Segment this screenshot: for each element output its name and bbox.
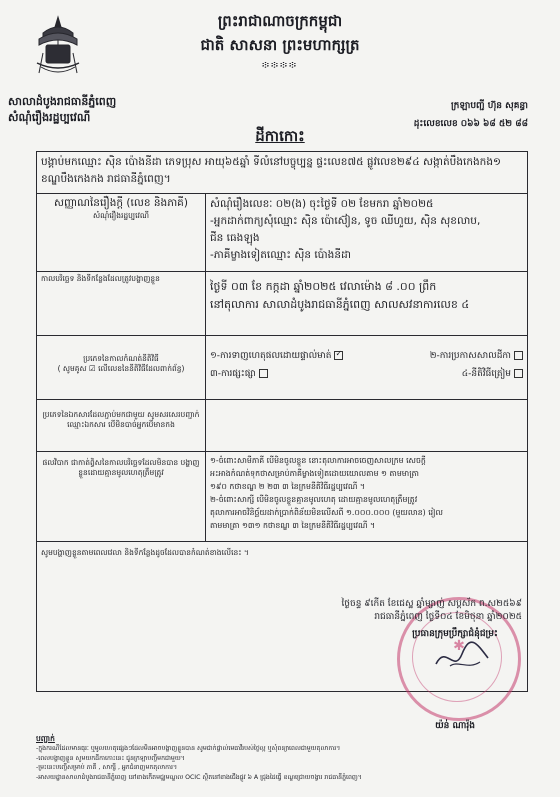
option-oral-argument[interactable]: ១-ការទាញហេតុផលដោយផ្ទាល់មាត់✓ [210, 350, 343, 362]
clerk-label: ក្រឡាបញ្ជី ហ៊ុន សុគន្ធា [450, 101, 528, 111]
footer-note: -ក្នុងករណីដែលមានធុរៈ ឬមូលហេតុផ្សេងៗដែលមិនអាចបង្ហាញខ្លួនបាន សូមជាក់ផ្ទាល់មេធាវីរបស់ថ្លៃល្អ ឬសុំពន្យាពេលជាមួយតុលាការ។ [36, 745, 341, 752]
office-name: សំណុំរឿងរដ្ឋប្បវេណី [8, 111, 91, 124]
option-preparatory-procedure[interactable]: ៤-នីតិវិធីត្រៀម [462, 368, 523, 380]
header-ornament: ፨፨፨፨ [261, 60, 299, 71]
date-place-label: កាលបរិច្ឆេទ និងទីកន្លែងដែលត្រូវបង្ហាញខ្លួន [37, 272, 206, 336]
consequence-witness-1: ២-ចំពោះសាក្សី បើមិនចូលខ្លួនគ្មានមូលហេតុ ដោយគ្មានមូលហេតុត្រឹមត្រូវ [210, 495, 418, 504]
footer-heading: បញ្ជាក់ [36, 734, 55, 743]
consequences-label: ផលវិបាក ជាកាត់ព្វិសនៃកាលបរិច្ឆេទដែលមិនបាន បង្ហាញខ្លួនដោយគ្មានមូលហេតុត្រឹមត្រូវ [37, 452, 206, 542]
case-identification-sublabel: សំណុំរឿងរដ្ឋប្បវេណី [92, 211, 150, 220]
procedure-type-label: ប្រភេទនៃកាលកំណត់នីតិវិធី [83, 354, 159, 363]
option-judgment-announcement[interactable]: ២-ការប្រកាសសាលដីកា [430, 350, 523, 362]
consequence-witness-2: តុលាការអាចវិនិច្ឆ័យដាក់ប្រាក់ពិន័យមិនលើសពី ១.០០០.០០០ (មួយលាន) រៀល [210, 508, 443, 517]
footer-note: -ពេលបង្ហាញខ្លួន សូមយកដីកាកោះនេះ ជូនក្រឡាបញ្ជីមកជាមួយ។ [36, 754, 185, 762]
consequence-party-1: ១-ចំពោះសាមីភាគី បើមិនចូលខ្លួន នោះតុលាការអាចចេញសាលក្រម សេចក្តី [210, 456, 426, 465]
signer-name: យ៉ន់ ណារ៉ុង [435, 721, 475, 731]
case-number-line: សំណុំរឿងលេខៈ ០២(ង) ចុះថ្ងៃទី ០២ ខែមករា ឆ្នាំ២០២៥ [210, 198, 434, 210]
hearing-location: នៅតុលាការ សាលាដំបូងរាជធានីភ្នំពេញ សាលសវនាការលេខ ៤ [210, 298, 470, 311]
attached-documents-value [206, 400, 528, 452]
court-name: សាលាដំបូងរាជធានីភ្នំពេញ [8, 95, 117, 108]
footer-note: -អាសយដ្ឋានសាលាដំបូងរាជធានីភ្នំពេញ នៅខាងកើតមជ្ឈមណ្ឌល OCIC ស្ថិតនៅខាងជើងផ្លូវ ៦ A ជ្រុងដៃធ្វើ ខណ្ឌជ្រោយចង្វារ រាជធានីភ្នំពេញ។ [36, 773, 362, 781]
case-identification-label: សញ្ញាណនៃរឿងក្តី (លេខ និងភាគី) [54, 197, 188, 209]
plaintiff-line-cont: ជីន ធេងឡុង [210, 232, 260, 244]
signing-place-date: រាជធានីភ្នំពេញ ថ្ងៃទី០៤ ខែមិថុនា ឆ្នាំ២០២៥ [374, 612, 522, 622]
summons-recipient: បង្គាប់មកឈ្មោះ ស៊ិន ប៉ោងនីដា ភេទប្រុស អាយុ៦៥ឆ្នាំ ទីលំនៅបច្ចុប្បន្ន ផ្ទះលេខ៧៥ ផ្លូវលេខ២៩៤ សង្កាត់បឹងកេងកង១ ខណ្ឌបឹងកេងកង រាជធានីភ្នំពេញ។ [37, 152, 528, 194]
consequence-party-2: អះអាងកំណត់ទុកថាសម្រាប់ភាគីម្ខាងទៀតដោយយោលតាម ១ តាមមាត្រា [210, 469, 419, 478]
appearance-note: សូមបង្ហាញខ្លួនតាមពេលវេលា និងទីកន្លែងដូចដែលបានកំណត់ខាងលើនេះ ។ [37, 542, 528, 692]
signer-role: ប្រធានក្រុមប្រឹក្សាជំនុំជម្រះ [412, 629, 498, 639]
court-seal-stamp: ✱ [397, 597, 521, 721]
consequence-witness-3: តាមមាត្រា ១៣១ កថាខណ្ឌ ៣ នៃក្រមនីតិវិធីរដ្ឋប្បវេណី ។ [210, 521, 376, 530]
defendant-line: -ភាគីម្ខាងទៀតឈ្មោះ ស៊ិន ប៉ោងនីដា [210, 249, 351, 261]
footer-notes [36, 744, 528, 782]
document-title: ដីកាកោះ [255, 127, 305, 145]
attached-documents-label: ប្រភេទនៃឯកសារដែលភ្ជាប់មកជាមួយ សូមសរសេរបញ្ជាក់ឈ្មោះឯកសារ បើមិនបាច់អ្នកបើមានកង [37, 400, 206, 452]
hearing-datetime: ថ្ងៃទី ០៣ ខែ កក្កដា ឆ្នាំ២០២៥ វេលាម៉ោង ៨ .០០ ព្រឹក [210, 280, 437, 293]
procedure-type-sublabel: ( សូមគូស ☑ លើលេខនៃនីតិវិធីដែលពាក់ព័ន្ធ) [57, 364, 185, 373]
checkbox-icon[interactable] [514, 351, 523, 360]
checkbox-icon[interactable] [259, 369, 268, 378]
kingdom-title: ព្រះរាជាណាចក្រកម្ពុជា [217, 12, 343, 30]
document-number: ដុះលេខលេខ ០៦៦ ៦៨ ៥២ ៨៨ [413, 119, 528, 129]
option-conciliation[interactable]: ៣-ការផ្សះផ្សា [210, 368, 268, 380]
checkbox-icon[interactable] [514, 369, 523, 378]
lunar-date: ថ្ងៃចន្ទ ៩កើត ខែជេស្ឋ ឆ្នាំម្សាញ់ សប្តស័ក ព.ស២៥៦៩ [341, 599, 522, 609]
royal-emblem-icon [33, 13, 83, 87]
footer-note: -ម្រះនេះបញ្ជើសម្រាប់ ភាគី , សាក្សី , អ្នកជំនាញមកតុលាការ។ [36, 764, 178, 771]
consequence-party-3: ១៩០ កថាខណ្ឌ ២ ២៣ ៣ នៃក្រមនីតិវិធីរដ្ឋប្បវេណី ។ [210, 482, 366, 491]
handwritten-signature [432, 636, 492, 676]
national-motto: ជាតិ សាសនា ព្រះមហាក្សត្រ [200, 36, 360, 54]
plaintiff-line: -អ្នកដាក់ពាក្យសុំឈ្មោះ ស៊ិន ប៉ោស៊ៀន, ទូច ឈីហួយ, ស៊ិន សុខលាប, [210, 215, 481, 227]
checkbox-checked-icon[interactable] [334, 351, 343, 360]
